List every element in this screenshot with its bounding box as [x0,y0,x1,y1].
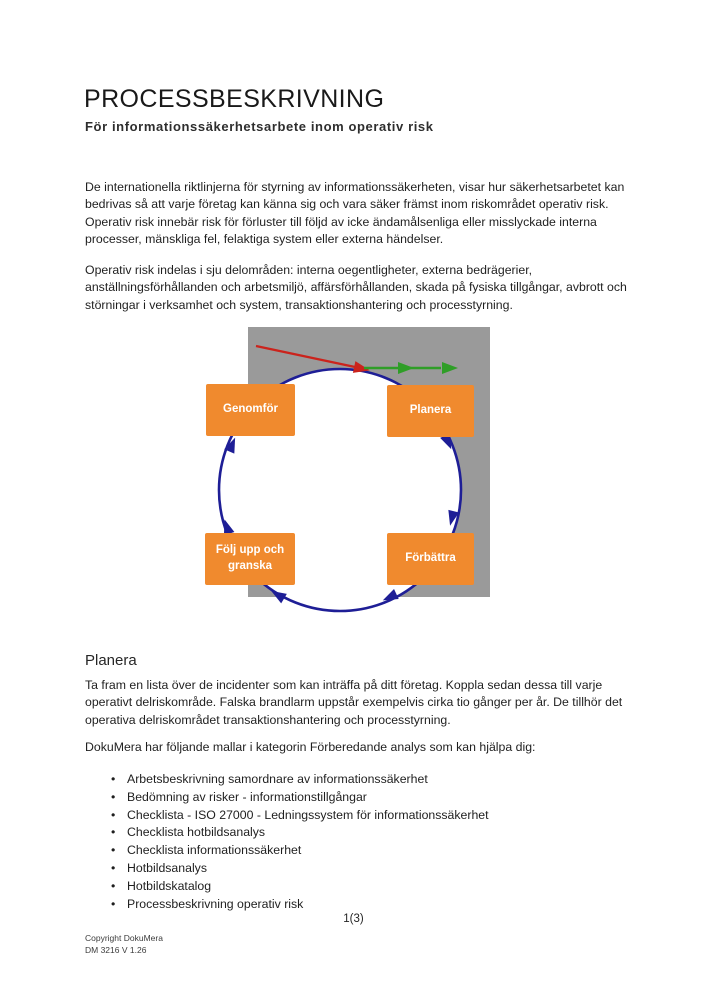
process-box-genomfor: Genomför [206,384,295,436]
intro-paragraph-2: Operativ risk indelas i sju delområden: interna oegentligheter, externa bedrägerier, anställningsförhållanden och arbetsmiljö, affärsförhållanden, skada på fysiska tillgångar, avbrott och störningar i verksamhet och system, transaktionshantering och processtyrning. [85,263,627,312]
template-list-item: • Hotbildskatalog [110,878,600,896]
templates-intro: DokuMera har följande mallar i kategorin Förberedande analys som kan hjälpa dig: [85,740,536,754]
template-list-item: • Bedömning av risker - informationstillgångar [110,789,600,807]
copyright-line: Copyright DokuMera [85,933,163,943]
process-box-planera: Planera [387,385,474,437]
template-list-item: • Processbeskrivning operativ risk [110,896,600,914]
template-list-item: • Checklista - ISO 27000 - Ledningssystem för informationssäkerhet [110,807,600,825]
process-cycle-diagram [185,327,515,619]
template-list [110,771,600,913]
page-subtitle: För informationssäkerhetsarbete inom operativ risk [85,119,434,134]
process-box-forbattra: Förbättra [387,533,474,585]
process-box-folj-upp: Följ upp och granska [205,533,295,585]
page-number: 1(3) [343,913,364,925]
template-list-item: • Checklista informationssäkerhet [110,842,600,860]
template-list-item: • Arbetsbeskrivning samordnare av informationssäkerhet [110,771,600,789]
template-list-item: • Hotbildsanalys [110,860,600,878]
version-line: DM 3216 V 1.26 [85,944,147,955]
intro-paragraph-1: De internationella riktlinjerna för styrning av informationssäkerheten, visar hur säkerhetsarbetet kan bedrivas så att varje företag kan känna sig och vara säker främst inom riskområdet operativ risk. Operativ risk innebär risk för förluster till följd av icke ändamålsenliga eller misslyckade interna processer, mänskliga fel, felaktiga system eller externa händelser. [85,180,625,246]
section-heading-planera: Planera [85,652,137,669]
template-list-item: • Checklista hotbildsanalys [110,824,600,842]
page-title: PROCESSBESKRIVNING [84,85,385,113]
planera-paragraph: Ta fram en lista över de incidenter som kan inträffa på ditt företag. Koppla sedan dessa till varje operativt delriskområde. Falska brandlarm uppstår exempelvis cirka tio gånger per år. De tillhör det operativa delriskområdet transaktionshantering och processtyrning. [85,678,623,727]
copyright-block [85,933,163,956]
